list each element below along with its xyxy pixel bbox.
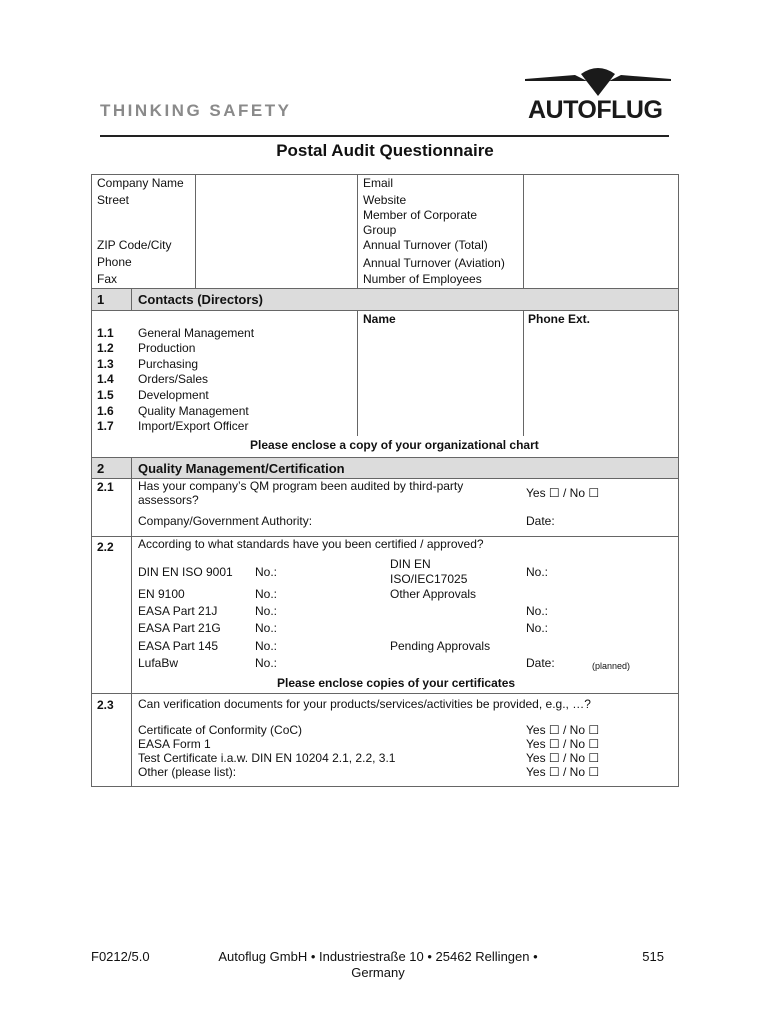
other-yes-no-checkbox[interactable]: Yes ☐ / No ☐ (526, 765, 600, 779)
page-number: 515 (642, 949, 664, 964)
item-num: 1.1 (97, 326, 114, 340)
label-email: Email (363, 176, 394, 190)
q21-yes-no-checkbox[interactable]: Yes ☐ / No ☐ (526, 486, 600, 500)
q23-number: 2.3 (97, 698, 114, 712)
label-turnover-aviation: Annual Turnover (Aviation) (363, 256, 505, 270)
easa-form-yes-no-checkbox[interactable]: Yes ☐ / No ☐ (526, 737, 600, 751)
item-num: 1.4 (97, 372, 114, 386)
contact-purchasing: Purchasing (138, 357, 199, 371)
no-label: No.: (255, 639, 278, 653)
label-employees: Number of Employees (363, 272, 482, 286)
no-label: No.: (526, 621, 549, 635)
certificates-note: Please enclose copies of your certificates (277, 676, 516, 690)
planned-label: (planned) (592, 661, 631, 671)
no-label: No.: (255, 604, 278, 618)
contact-production: Production (138, 341, 196, 355)
std-easa-part-21g: EASA Part 21G (138, 621, 221, 635)
std-iso-iec-17025: ISO/IEC17025 (390, 572, 468, 586)
label-company-name: Company Name (97, 176, 184, 190)
item-num: 1.7 (97, 419, 114, 433)
coc-yes-no-checkbox[interactable]: Yes ☐ / No ☐ (526, 723, 600, 737)
item-num: 1.3 (97, 357, 114, 371)
q21-number: 2.1 (97, 480, 114, 494)
label-group: Group (363, 223, 397, 237)
doc-other: Other (please list): (138, 765, 237, 779)
std-easa-part-145: EASA Part 145 (138, 639, 219, 653)
label-website: Website (363, 193, 407, 207)
org-chart-note: Please enclose a copy of your organizational chart (250, 438, 539, 452)
q23-question: Can verification documents for your products/services/activities be provided, e.g., …? (138, 697, 591, 711)
other-approvals-label: Other Approvals (390, 587, 477, 601)
contact-import-export: Import/Export Officer (138, 419, 249, 433)
q22-question: According to what standards have you been certified / approved? (138, 537, 484, 551)
no-label: No.: (255, 621, 278, 635)
label-turnover-total: Annual Turnover (Total) (363, 238, 488, 252)
std-easa-part-21j: EASA Part 21J (138, 604, 218, 618)
doc-test-certificate: Test Certificate i.a.w. DIN EN 10204 2.1, 2.2, 3.1 (138, 751, 396, 765)
no-label: No.: (526, 604, 549, 618)
col-name-header: Name (363, 312, 396, 326)
section2-number: 2 (97, 461, 105, 476)
no-label: No.: (255, 656, 278, 670)
section2-title: Quality Management/Certification (138, 461, 345, 476)
item-num: 1.5 (97, 388, 114, 402)
doc-coc: Certificate of Conformity (CoC) (138, 723, 303, 737)
label-street: Street (97, 193, 130, 207)
q21-date-label: Date: (526, 514, 555, 528)
no-label: No.: (255, 587, 278, 601)
std-din-en-iso-9001: DIN EN ISO 9001 (138, 565, 233, 579)
test-cert-yes-no-checkbox[interactable]: Yes ☐ / No ☐ (526, 751, 600, 765)
contact-orders-sales: Orders/Sales (138, 372, 209, 386)
header-rule (100, 135, 669, 137)
form-id: F0212/5.0 (91, 949, 150, 964)
item-num: 1.2 (97, 341, 114, 355)
pending-approvals-label: Pending Approvals (390, 639, 491, 653)
std-din-en-line1: DIN EN (390, 557, 431, 571)
tagline: THINKING SAFETY (100, 101, 292, 120)
section1-number: 1 (97, 292, 105, 307)
no-label: No.: (255, 565, 278, 579)
doc-easa-form-1: EASA Form 1 (138, 737, 211, 751)
contact-development: Development (138, 388, 209, 402)
autoflug-wing-logo (525, 66, 671, 98)
label-phone: Phone (97, 255, 132, 269)
std-en-9100: EN 9100 (138, 587, 185, 601)
date-label: Date: (526, 656, 555, 670)
page-title: Postal Audit Questionnaire (276, 141, 494, 160)
no-label: No.: (526, 565, 549, 579)
q22-number: 2.2 (97, 540, 114, 554)
contact-general-management: General Management (138, 326, 255, 340)
item-num: 1.6 (97, 404, 114, 418)
footer-address-line1: Autoflug GmbH • Industriestraße 10 • 25462 Rellingen • (218, 949, 538, 964)
q21-authority-label: Company/Government Authority: (138, 514, 313, 528)
brand-logo-text: AUTOFLUG (528, 96, 663, 124)
q21-question-line2: assessors? (138, 493, 199, 507)
std-lufabw: LufaBw (138, 656, 179, 670)
col-phone-header: Phone Ext. (528, 312, 591, 326)
label-fax: Fax (97, 272, 118, 286)
label-zip-city: ZIP Code/City (97, 238, 172, 252)
footer-address-line2: Germany (351, 965, 405, 980)
q21-question-line1: Has your company’s QM program been audited by third-party (138, 479, 464, 493)
label-member-corporate: Member of Corporate (363, 208, 478, 222)
contact-quality-management: Quality Management (138, 404, 249, 418)
section1-title: Contacts (Directors) (138, 292, 263, 307)
